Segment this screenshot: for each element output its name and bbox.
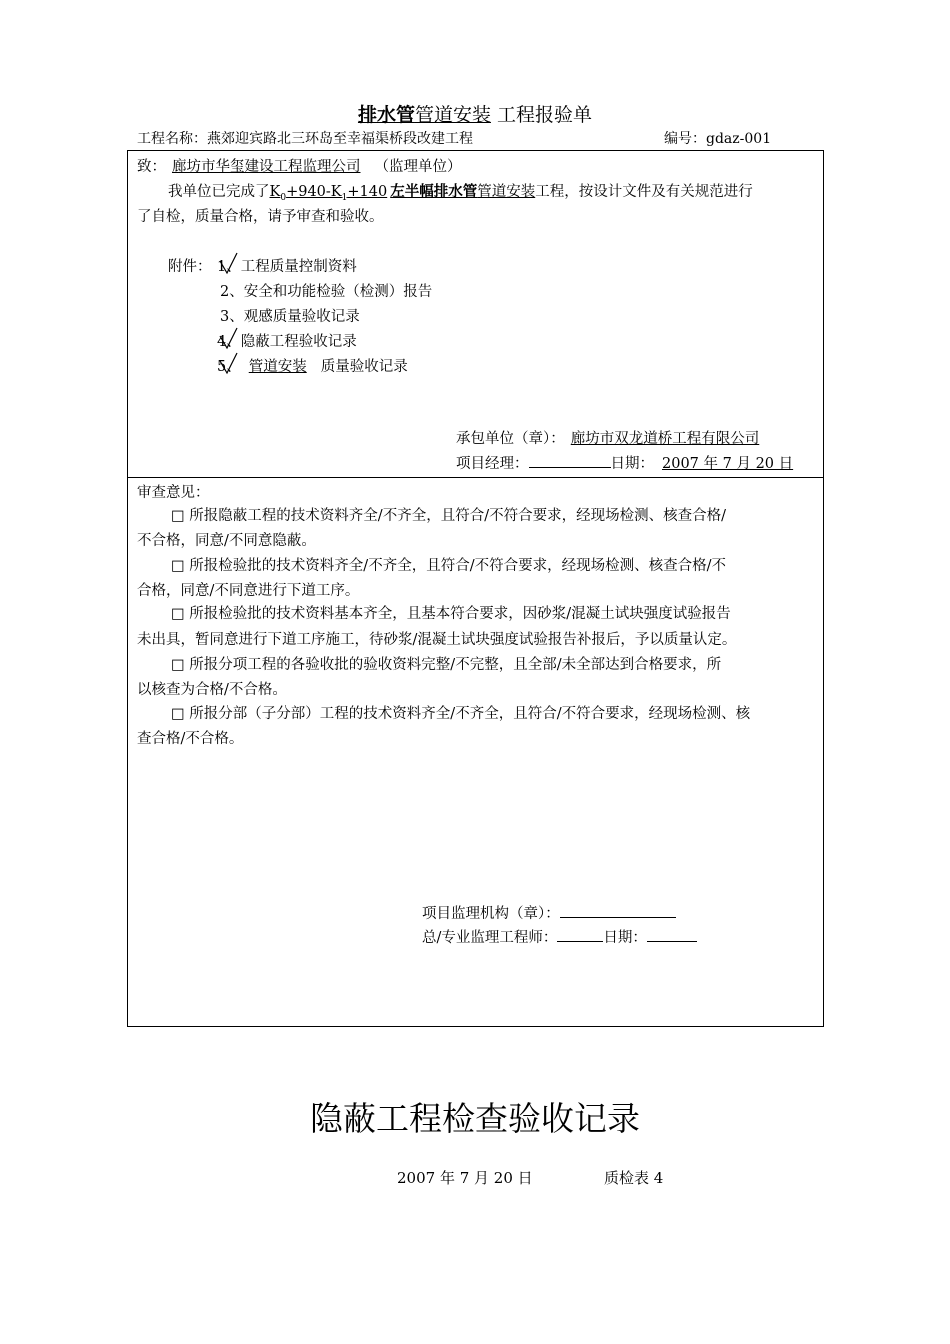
review-item-2b: 合格，同意/不同意进行下道工序。 (137, 583, 360, 599)
attachment-2: 2、安全和功能检验（检测）报告 (220, 284, 433, 300)
review-item-5a: □ 所报分部（子分部）工程的技术资料齐全/不齐全，且符合/不符合要求，经现场检测、核 (171, 706, 751, 722)
checkmark-icon (218, 326, 240, 352)
review-box (127, 477, 824, 1027)
attachment-4: 4、隐蔽工程验收记录 (217, 334, 357, 350)
record-title: 隐蔽工程检查验收记录 (310, 1099, 640, 1138)
body-line1: 我单位已完成了$K_0+940-K_1+140$ 左半幅排水管管道安装工程，按设计文件及有关规范进行 (168, 183, 753, 203)
review-item-1a: □ 所报隐蔽工程的技术资料齐全/不齐全，且符合/不符合要求，经现场检测、核查合格/ (171, 508, 726, 524)
review-date-blank (647, 927, 697, 942)
record-date: 2007 年 7 月 20 日 (397, 1169, 533, 1187)
attachment-1: 1、工程质量控制资料 (217, 259, 357, 275)
contractor-line: 承包单位（章）： 廊坊市双龙道桥工程有限公司 (456, 427, 767, 448)
page-title (0, 100, 950, 127)
review-heading: 审查意见： (137, 485, 210, 501)
checkmark-icon (218, 251, 240, 277)
engineer-blank (557, 927, 603, 942)
supervisor-org-blank (560, 903, 676, 918)
title-part1: 排水管 (357, 104, 415, 126)
submission-box (127, 150, 824, 478)
manager-blank (529, 453, 611, 468)
review-item-1b: 不合格，同意/不同意隐蔽。 (137, 533, 316, 549)
body-line2: 了自检，质量合格，请予审查和验收。 (137, 209, 384, 225)
submit-date: 2007 年 7 月 20 日 (662, 456, 794, 472)
review-item-3a: □ 所报检验批的技术资料基本齐全，且基本符合要求，因砂浆/混凝土试块强度试验报告 (171, 606, 731, 622)
form-number: 编号：gdaz-001 (664, 131, 772, 147)
review-item-5b: 查合格/不合格。 (137, 731, 244, 747)
attachment-5: 5、 管道安装 质量验收记录 (217, 359, 408, 375)
review-item-2a: □ 所报检验批的技术资料齐全/不齐全，且符合/不符合要求，经现场检测、核查合格/不 (171, 558, 726, 574)
title-part2: 管道安装 (414, 104, 491, 126)
contractor-name: 廊坊市双龙道桥工程有限公司 (570, 431, 760, 447)
to-line: 致： 廊坊市华玺建设工程监理公司 （监理单位） (137, 159, 462, 175)
manager-line: 项目经理： 日期： 2007 年 7 月 20 日 (456, 452, 793, 473)
checkmark-icon (218, 351, 240, 377)
supervisor-org-line: 项目监理机构（章）： (422, 902, 676, 923)
attachment-3: 3、观感质量验收记录 (220, 309, 360, 325)
review-item-4a: □ 所报分项工程的各验收批的验收资料完整/不完整，且全部/未全部达到合格要求，所 (171, 657, 722, 673)
title-part3: 工程报验单 (497, 104, 593, 126)
review-item-3b: 未出具，暂同意进行下道工序施工，待砂浆/混凝土试块强度试验报告补报后，予以质量认定。 (137, 632, 737, 648)
record-form-number: 质检表 4 (604, 1169, 664, 1187)
to-unit: 廊坊市华玺建设工程监理公司 (172, 159, 361, 175)
attach-label: 附件： (168, 259, 212, 275)
review-item-4b: 以核查为合格/不合格。 (137, 682, 287, 698)
engineer-line: 总/专业监理工程师： 日期： (422, 926, 697, 947)
project-name: 工程名称：燕郊迎宾路北三环岛至幸福渠桥段改建工程 (137, 131, 473, 147)
